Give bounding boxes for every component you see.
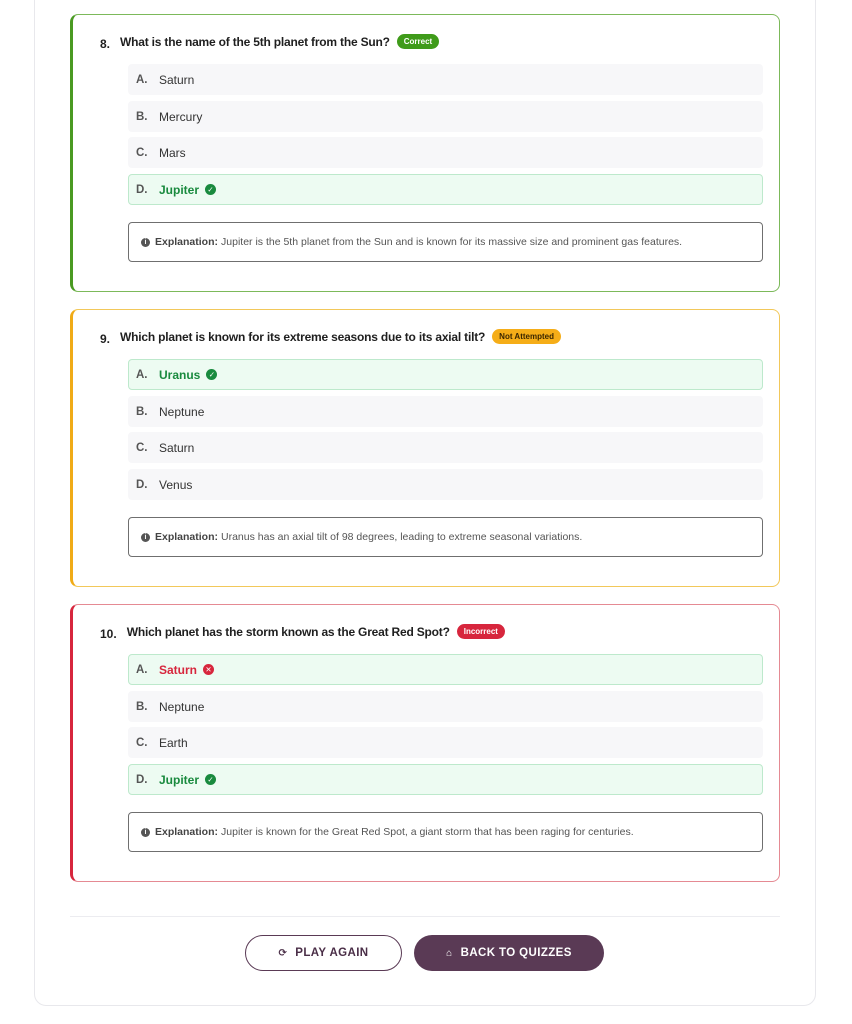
back-to-quizzes-label: BACK TO QUIZZES bbox=[460, 947, 572, 959]
explanation-text: Jupiter is known for the Great Red Spot, a giant storm that has been raging for centuries. bbox=[221, 826, 634, 838]
check-circle-icon: ✓ bbox=[205, 184, 216, 195]
question-card-10 bbox=[70, 604, 780, 882]
x-circle-icon: ✕ bbox=[203, 664, 214, 675]
option-text: Jupiter bbox=[159, 772, 200, 787]
explanation-text: Uranus has an axial tilt of 98 degrees, leading to extreme seasonal variations. bbox=[221, 531, 583, 543]
option-letter: C. bbox=[136, 736, 148, 749]
info-circle-icon: i bbox=[141, 533, 150, 542]
option-letter: A. bbox=[136, 73, 148, 86]
question-header bbox=[100, 622, 505, 641]
question-number: 8. bbox=[100, 37, 111, 51]
question-header bbox=[100, 327, 561, 346]
option-text: Jupiter bbox=[159, 182, 200, 197]
explanation-box bbox=[128, 517, 763, 557]
option-a-selected-wrong bbox=[128, 654, 763, 685]
option-text: Earth bbox=[159, 735, 188, 750]
question-text: What is the name of the 5th planet from the Sun? bbox=[120, 34, 390, 49]
question-text: Which planet has the storm known as the Great Red Spot? bbox=[126, 624, 450, 639]
option-text: Neptune bbox=[159, 404, 205, 419]
option-letter: A. bbox=[136, 663, 148, 676]
option-d-correct bbox=[128, 764, 763, 795]
question-card-9 bbox=[70, 309, 780, 587]
option-a bbox=[128, 64, 763, 95]
option-d-correct bbox=[128, 174, 763, 205]
option-text: Neptune bbox=[159, 699, 205, 714]
refresh-icon: ⟳ bbox=[278, 947, 288, 959]
option-text: Saturn bbox=[159, 440, 195, 455]
question-number: 9. bbox=[100, 332, 111, 346]
option-a-correct bbox=[128, 359, 763, 390]
status-badge: Incorrect bbox=[457, 624, 505, 639]
option-letter: D. bbox=[136, 773, 148, 786]
back-to-quizzes-button[interactable] bbox=[414, 935, 604, 971]
question-header bbox=[100, 32, 439, 51]
explanation-box bbox=[128, 222, 763, 262]
option-text: Mercury bbox=[159, 109, 203, 124]
explanation-label: Explanation: bbox=[155, 826, 219, 838]
explanation-label: Explanation: bbox=[155, 531, 219, 543]
option-letter: D. bbox=[136, 478, 148, 491]
option-d bbox=[128, 469, 763, 500]
option-text: Saturn bbox=[159, 72, 195, 87]
explanation-text: Jupiter is the 5th planet from the Sun and is known for its massive size and prominent gas features. bbox=[221, 236, 683, 248]
option-letter: C. bbox=[136, 441, 148, 454]
option-text: Saturn bbox=[159, 662, 198, 677]
option-c bbox=[128, 432, 763, 463]
option-letter: B. bbox=[136, 405, 148, 418]
option-letter: B. bbox=[136, 700, 148, 713]
play-again-button[interactable] bbox=[245, 935, 402, 971]
option-letter: D. bbox=[136, 183, 148, 196]
option-b bbox=[128, 396, 763, 427]
question-number: 10. bbox=[100, 627, 117, 641]
option-text: Mars bbox=[159, 145, 186, 160]
question-text: Which planet is known for its extreme seasons due to its axial tilt? bbox=[120, 329, 486, 344]
question-card-8 bbox=[70, 14, 780, 292]
play-again-label: PLAY AGAIN bbox=[295, 947, 369, 959]
option-b bbox=[128, 101, 763, 132]
option-c bbox=[128, 137, 763, 168]
option-letter: A. bbox=[136, 368, 148, 381]
check-circle-icon: ✓ bbox=[205, 774, 216, 785]
option-letter: B. bbox=[136, 110, 148, 123]
status-badge: Correct bbox=[397, 34, 439, 49]
option-b bbox=[128, 691, 763, 722]
explanation-box bbox=[128, 812, 763, 852]
check-circle-icon: ✓ bbox=[206, 369, 217, 380]
option-text: Venus bbox=[159, 477, 193, 492]
option-letter: C. bbox=[136, 146, 148, 159]
option-text: Uranus bbox=[159, 367, 201, 382]
info-circle-icon: i bbox=[141, 238, 150, 247]
explanation-label: Explanation: bbox=[155, 236, 219, 248]
status-badge: Not Attempted bbox=[492, 329, 561, 344]
info-circle-icon: i bbox=[141, 828, 150, 837]
home-icon: ⌂ bbox=[446, 947, 453, 959]
option-c bbox=[128, 727, 763, 758]
divider bbox=[70, 916, 780, 917]
